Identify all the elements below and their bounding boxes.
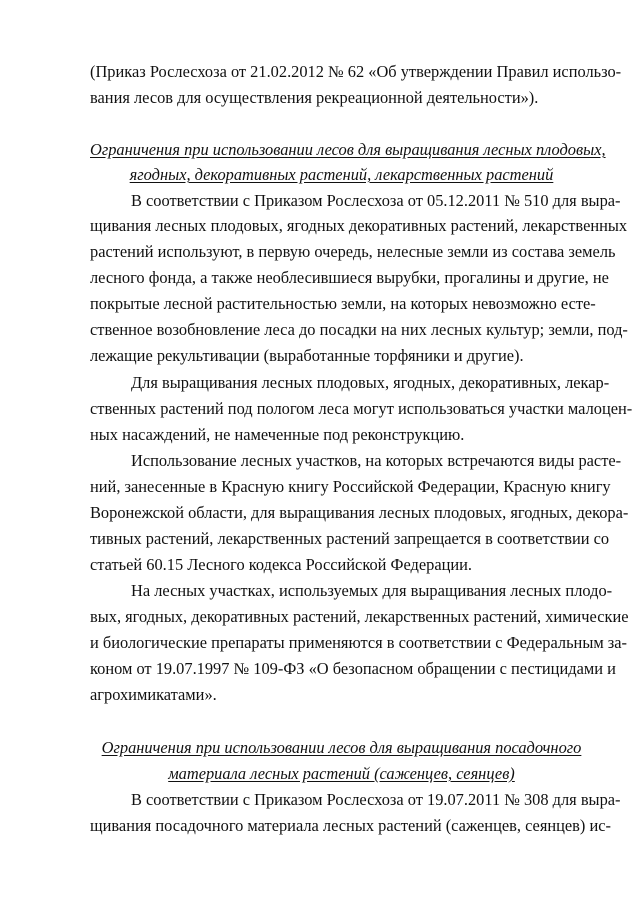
paragraph-line: и биологические препараты применяются в соответствии с Федеральным за- [90, 633, 628, 652]
intro-line-2: вания лесов для осуществления рекреационной деятельности»). [90, 88, 539, 107]
paragraph-line: В соответствии с Приказом Рослесхоза от 05.12.2011 № 510 для выра- [131, 191, 621, 210]
paragraph-line: Воронежской области, для выращивания лесных плодовых, ягодных, декора- [90, 503, 629, 522]
paragraph-line: лежащие рекультивации (выработанные торфяники и другие). [90, 346, 524, 365]
paragraph-line: ственных растений под пологом леса могут использоваться участки малоцен- [90, 399, 633, 418]
paragraph-line: В соответствии с Приказом Рослесхоза от 19.07.2011 № 308 для выра- [131, 790, 621, 809]
paragraph-line: тивных растений, лекарственных растений запрещается в соответствии со [90, 529, 610, 548]
paragraph-line: На лесных участках, используемых для выращивания лесных плодо- [131, 581, 613, 600]
paragraph-line: щивания лесных плодовых, ягодных декоративных растений, лекарственных [90, 216, 628, 235]
paragraph-line: коном от 19.07.1997 № 109-ФЗ «О безопасном обращении с пестицидами и [90, 659, 616, 678]
paragraph-line: лесного фонда, а также необлесившиеся вырубки, прогалины и другие, не [90, 268, 609, 287]
paragraph-line: ний, занесенные в Красную книгу Российской Федерации, Красную книгу [90, 477, 611, 496]
section-1-heading-line-1: Ограничения при использовании лесов для выращивания лесных плодовых, [90, 140, 606, 159]
paragraph-line: ственное возобновление леса до посадки на них лесных культур; земли, под- [90, 320, 628, 339]
section-1-heading-line-2: ягодных, декоративных растений, лекарственных растений [129, 165, 554, 184]
paragraph-line: ных насаждений, не намеченные под реконструкцию. [90, 425, 465, 444]
section-2-heading-line-2: материала лесных растений (саженцев, сеянцев) [168, 764, 515, 783]
paragraph-line: растений используют, в первую очередь, нелесные земли из состава земель [90, 242, 616, 261]
paragraph-line: щивания посадочного материала лесных растений (саженцев, сеянцев) ис- [90, 816, 611, 835]
paragraph-line: покрытые лесной растительностью земли, на которых невозможно есте- [90, 294, 596, 313]
paragraph-line: агрохимикатами». [90, 685, 217, 704]
paragraph-line: статьей 60.15 Лесного кодекса Российской Федерации. [90, 555, 473, 574]
paragraph-line: вых, ягодных, декоративных растений, лекарственных растений, химические [90, 607, 629, 626]
paragraph-line: Использование лесных участков, на которых встречаются виды расте- [131, 451, 622, 470]
paragraph-line: Для выращивания лесных плодовых, ягодных, декоративных, лекар- [131, 373, 610, 392]
section-2-heading-line-1: Ограничения при использовании лесов для выращивания посадочного [101, 738, 582, 757]
intro-line-1: (Приказ Рослесхоза от 21.02.2012 № 62 «Об утверждении Правил использо- [90, 62, 622, 81]
